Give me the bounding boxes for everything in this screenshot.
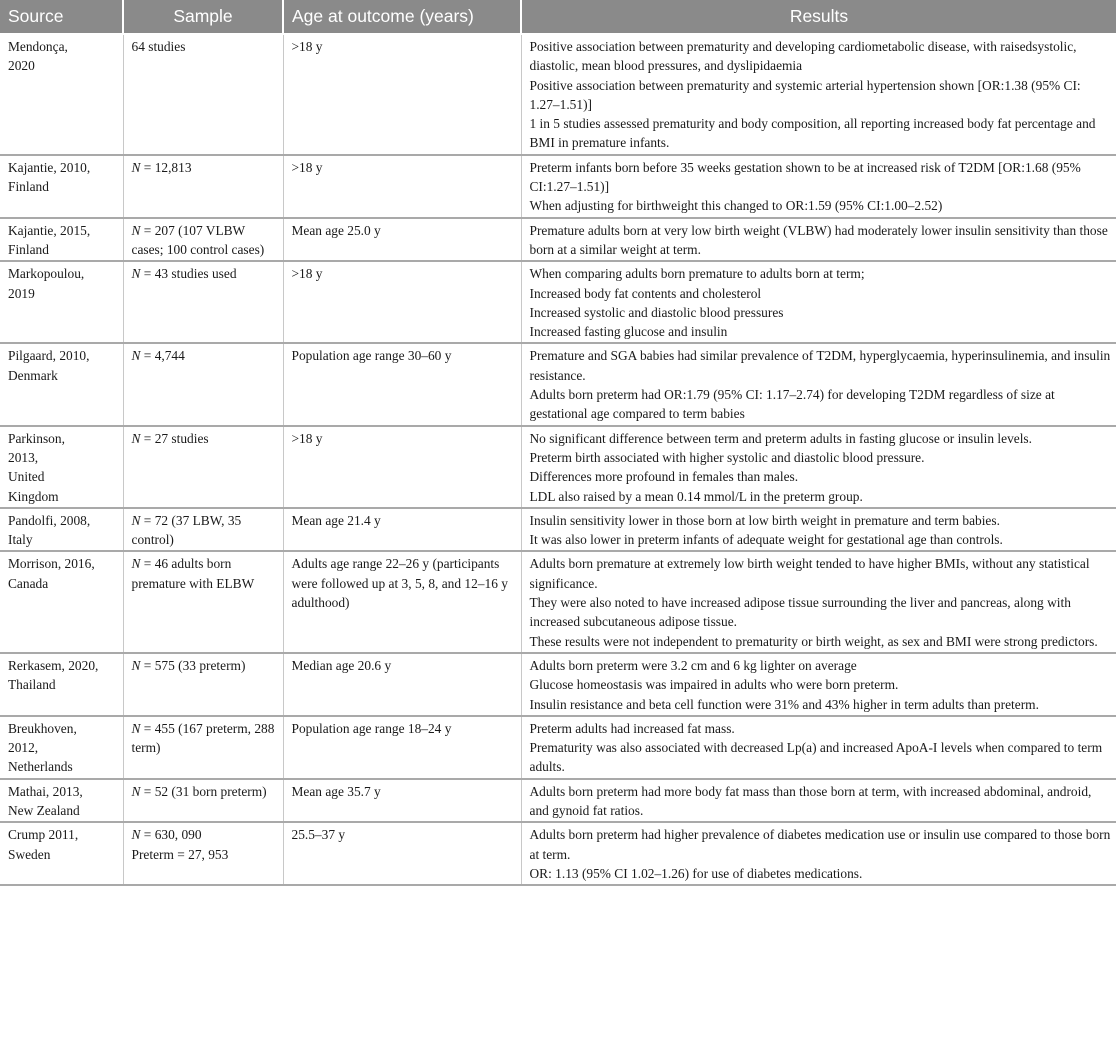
table-row xyxy=(0,343,1116,425)
sample-cell: N = 52 (31 born preterm) xyxy=(123,779,283,823)
results-cell: Preterm infants born before 35 weeks gestation shown to be at increased risk of T2DM [OR:1.68 (95% CI:1.27–1.51)] When adjusting for birthweight this changed to OR:1.59 (95% CI:1.00–2.52) xyxy=(521,155,1116,218)
table-row xyxy=(0,551,1116,652)
source-cell: Breukhoven, 2012, Netherlands xyxy=(0,716,123,779)
results-cell: No significant difference between term and preterm adults in fasting glucose or insulin levels. Preterm birth associated with higher systolic and diastolic blood pressure. Differences more profound in females than males. LDL also raised by a mean 0.14 mmol/L in the preterm group. xyxy=(521,426,1116,508)
source-cell: Mathai, 2013, New Zealand xyxy=(0,779,123,823)
table-row xyxy=(0,261,1116,343)
results-cell: Adults born preterm had more body fat mass than those born at term, with increased abdominal, android, and gynoid fat ratios. xyxy=(521,779,1116,823)
sample-cell: N = 72 (37 LBW, 35 control) xyxy=(123,508,283,552)
sample-cell: N = 4,744 xyxy=(123,343,283,425)
results-cell: Insulin sensitivity lower in those born at low birth weight in premature and term babies. It was also lower in preterm infants of adequate weight for gestational age than controls. xyxy=(521,508,1116,552)
results-cell: Adults born preterm had higher prevalence of diabetes medication use or insulin use compared to those born at term. OR: 1.13 (95% CI 1.02–1.26) for use of diabetes medications. xyxy=(521,822,1116,885)
source-cell: Pilgaard, 2010, Denmark xyxy=(0,343,123,425)
table-row xyxy=(0,508,1116,552)
table-row xyxy=(0,716,1116,779)
sample-cell: N = 43 studies used xyxy=(123,261,283,343)
results-cell: Adults born preterm were 3.2 cm and 6 kg lighter on average Glucose homeostasis was impaired in adults who were born preterm. Insulin resistance and beta cell function were 31% and 43% higher in term adults than preterm. xyxy=(521,653,1116,716)
source-cell: Crump 2011, Sweden xyxy=(0,822,123,885)
source-cell: Parkinson, 2013, United Kingdom xyxy=(0,426,123,508)
age-cell: Mean age 21.4 y xyxy=(283,508,521,552)
age-cell: 25.5–37 y xyxy=(283,822,521,885)
age-cell: >18 y xyxy=(283,155,521,218)
header-results: Results xyxy=(521,0,1116,34)
source-cell: Kajantie, 2015, Finland xyxy=(0,218,123,262)
table-row xyxy=(0,426,1116,508)
table-row xyxy=(0,218,1116,262)
age-cell: Mean age 35.7 y xyxy=(283,779,521,823)
results-cell: Adults born premature at extremely low birth weight tended to have higher BMIs, without any statistical significance. They were also noted to have increased adipose tissue surrounding the liver and pancreas, along with increased subcutaneous adipose tissue. These results were not independent to prematurity or birth weight, as sex and BMI were strong predictors. xyxy=(521,551,1116,652)
header-age: Age at outcome (years) xyxy=(283,0,521,34)
sample-cell: 64 studies xyxy=(123,34,283,155)
table-row xyxy=(0,653,1116,716)
source-cell: Morrison, 2016, Canada xyxy=(0,551,123,652)
sample-cell: N = 630, 090 Preterm = 27, 953 xyxy=(123,822,283,885)
sample-cell: N = 207 (107 VLBW cases; 100 control cases) xyxy=(123,218,283,262)
results-cell: Premature and SGA babies had similar prevalence of T2DM, hyperglycaemia, hyperinsulinemia, and insulin resistance. Adults born preterm had OR:1.79 (95% CI: 1.17–2.74) for developing T2DM regardless of size at gestational age compared to term babies xyxy=(521,343,1116,425)
sample-cell: N = 46 adults born premature with ELBW xyxy=(123,551,283,652)
header-row xyxy=(0,0,1116,34)
results-cell: Preterm adults had increased fat mass. Prematurity was also associated with decreased Lp(a) and increased ApoA-I levels when compared to term adults. xyxy=(521,716,1116,779)
age-cell: Mean age 25.0 y xyxy=(283,218,521,262)
source-cell: Mendonça, 2020 xyxy=(0,34,123,155)
sample-cell: N = 12,813 xyxy=(123,155,283,218)
table-row xyxy=(0,155,1116,218)
age-cell: Population age range 18–24 y xyxy=(283,716,521,779)
table-row xyxy=(0,34,1116,155)
source-cell: Kajantie, 2010, Finland xyxy=(0,155,123,218)
results-cell: Positive association between prematurity and developing cardiometabolic disease, with raisedsystolic, diastolic, mean blood pressures, and dyslipidaemia Positive association between prematurity and systemic arterial hypertension shown [OR:1.38 (95% CI: 1.27–1.51)] 1 in 5 studies assessed prematurity and body composition, all reporting increased body fat percentage and BMI in premature infants. xyxy=(521,34,1116,155)
sample-cell: N = 455 (167 preterm, 288 term) xyxy=(123,716,283,779)
age-cell: Adults age range 22–26 y (participants were followed up at 3, 5, 8, and 12–16 y adulthood) xyxy=(283,551,521,652)
results-cell: When comparing adults born premature to adults born at term; Increased body fat contents and cholesterol Increased systolic and diastolic blood pressures Increased fasting glucose and insulin xyxy=(521,261,1116,343)
age-cell: >18 y xyxy=(283,34,521,155)
age-cell: >18 y xyxy=(283,426,521,508)
table-row xyxy=(0,822,1116,885)
sample-cell: N = 575 (33 preterm) xyxy=(123,653,283,716)
source-cell: Pandolfi, 2008, Italy xyxy=(0,508,123,552)
source-cell: Markopoulou, 2019 xyxy=(0,261,123,343)
results-cell: Premature adults born at very low birth weight (VLBW) had moderately lower insulin sensitivity than those born at a similar weight at term. xyxy=(521,218,1116,262)
age-cell: Population age range 30–60 y xyxy=(283,343,521,425)
age-cell: >18 y xyxy=(283,261,521,343)
header-sample: Sample xyxy=(123,0,283,34)
table-row xyxy=(0,779,1116,823)
header-source: Source xyxy=(0,0,123,34)
sample-cell: N = 27 studies xyxy=(123,426,283,508)
source-cell: Rerkasem, 2020, Thailand xyxy=(0,653,123,716)
age-cell: Median age 20.6 y xyxy=(283,653,521,716)
